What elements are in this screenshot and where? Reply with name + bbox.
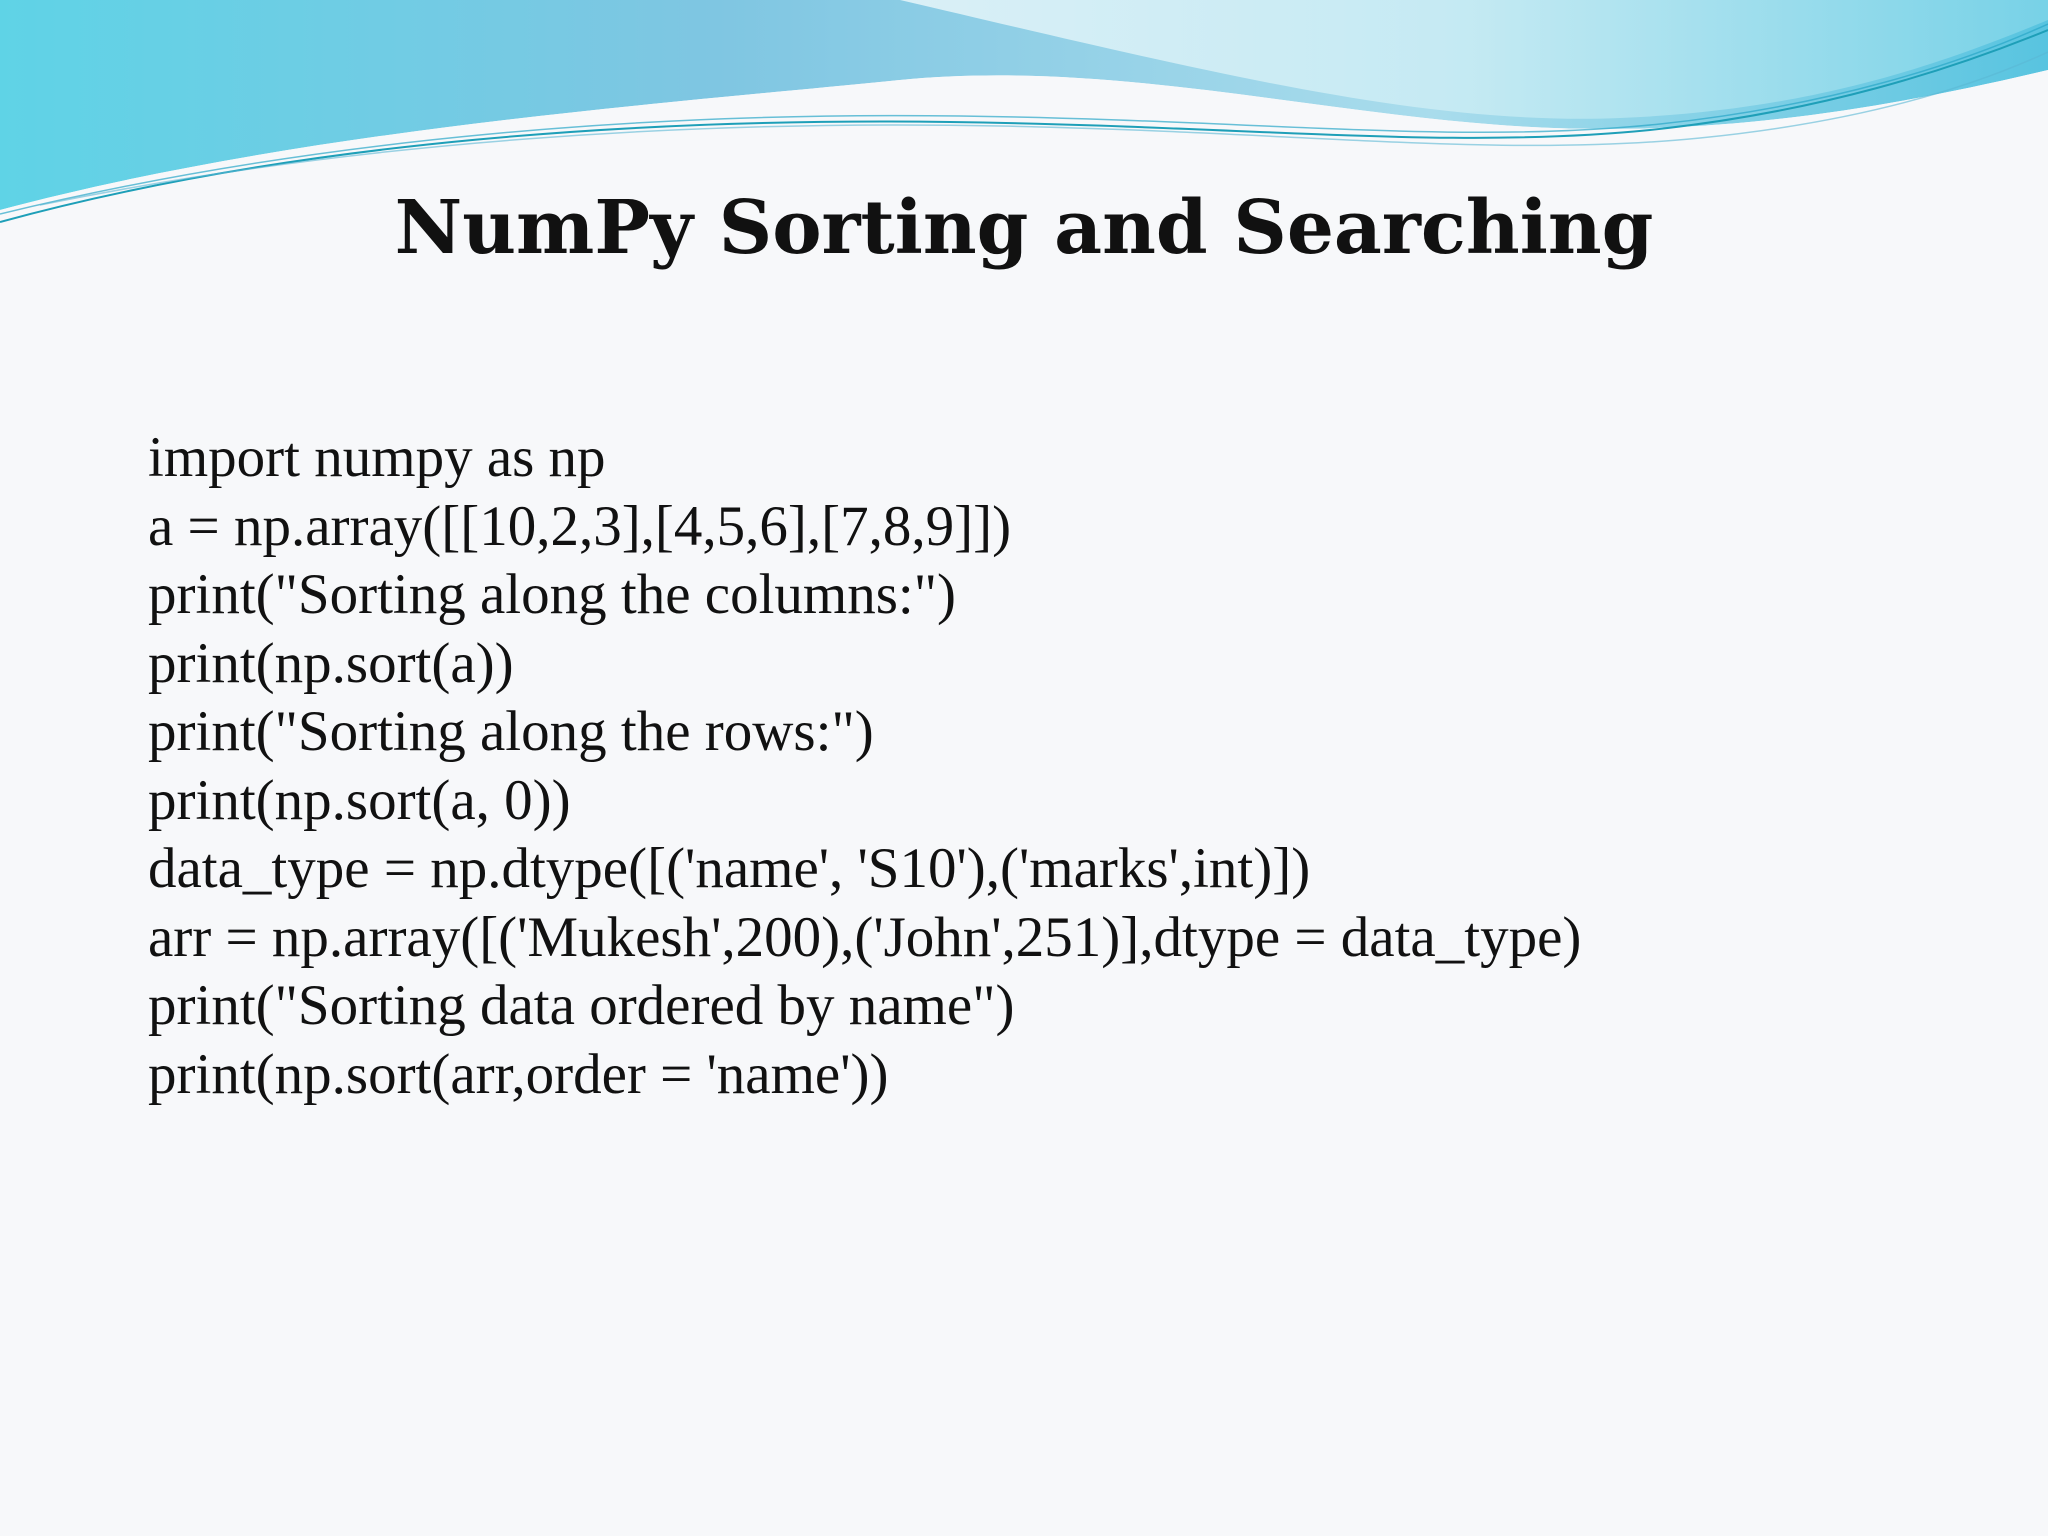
code-line: arr = np.array([('Mukesh',200),('John',251)],dtype = data_type) bbox=[148, 905, 1582, 969]
code-line: print("Sorting along the rows:") bbox=[148, 700, 874, 763]
code-line: import numpy as np bbox=[148, 426, 606, 489]
code-line: print(np.sort(arr,order = 'name')) bbox=[148, 1042, 889, 1106]
code-line: print("Sorting data ordered by name") bbox=[148, 974, 1015, 1037]
code-line: print(np.sort(a)) bbox=[148, 631, 514, 695]
code-line: data_type = np.dtype([('name', 'S10'),('marks',int)]) bbox=[148, 837, 1311, 900]
code-listing bbox=[148, 424, 1948, 1109]
code-line: a = np.array([[10,2,3],[4,5,6],[7,8,9]]) bbox=[148, 494, 1012, 558]
code-line: print(np.sort(a, 0)) bbox=[148, 768, 571, 832]
code-line: print("Sorting along the columns:") bbox=[148, 563, 957, 626]
slide-title: NumPy Sorting and Searching bbox=[394, 185, 1654, 271]
